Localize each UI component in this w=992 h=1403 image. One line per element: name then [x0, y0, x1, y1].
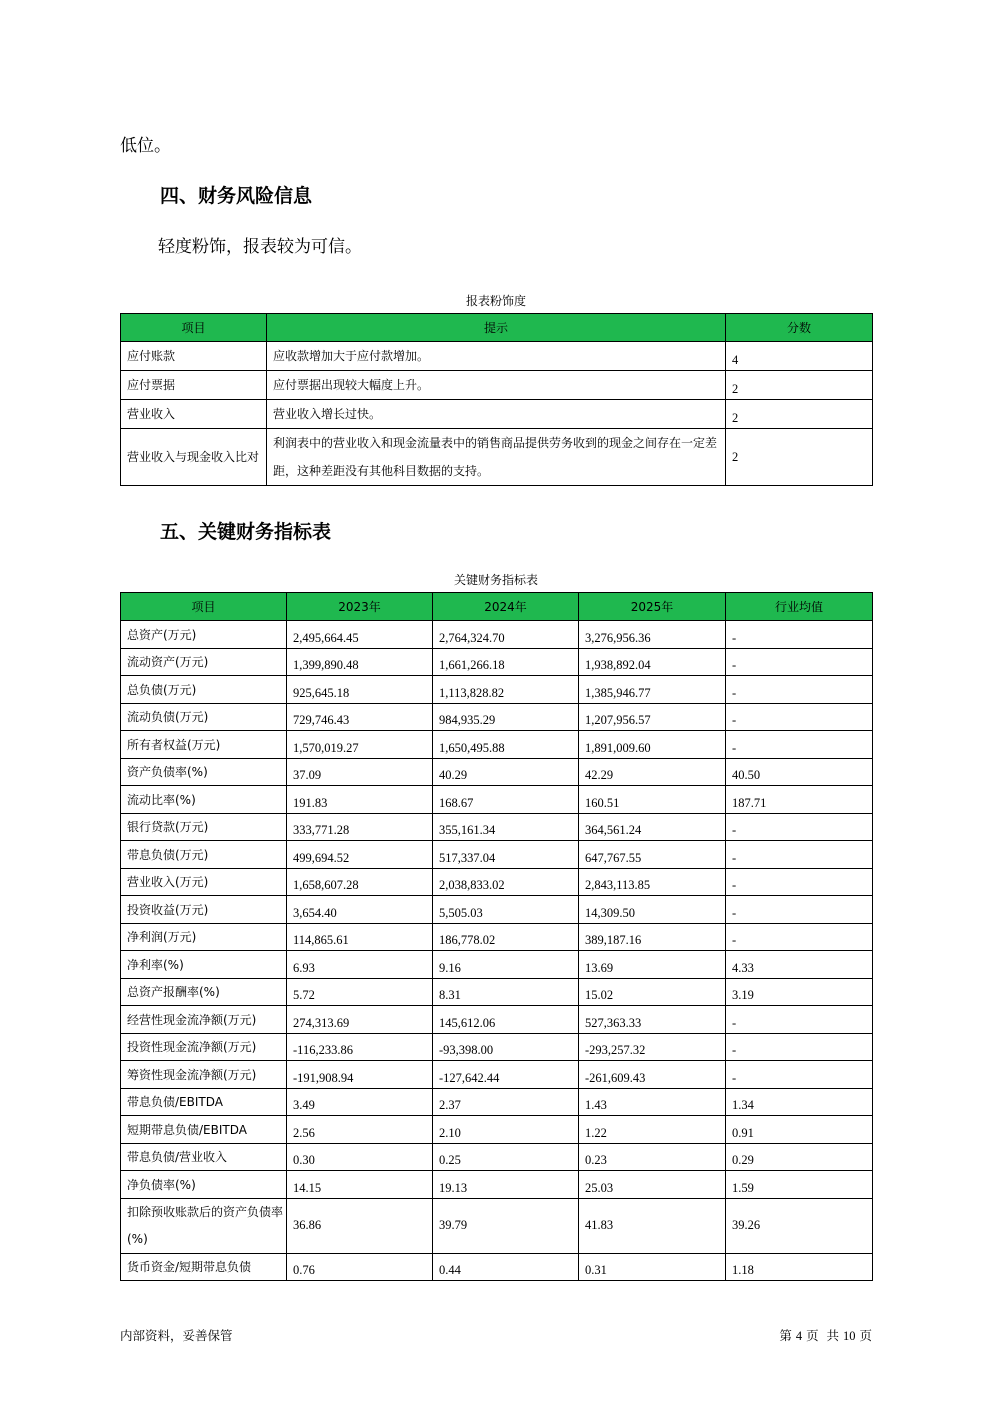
header-cell-industry-avg: 行业均值	[726, 593, 873, 621]
value-2024-cell: 2,764,324.70	[433, 621, 579, 649]
value-2024-cell: -127,642.44	[433, 1061, 579, 1089]
value-2024-cell: 2,038,833.02	[433, 868, 579, 896]
value-2023-cell: 0.30	[287, 1143, 433, 1171]
header-cell-item: 项目	[121, 314, 267, 342]
indicator-label-cell: 流动比率(%)	[121, 786, 287, 814]
industry-avg-cell: 187.71	[726, 786, 873, 814]
value-2024-cell: 8.31	[433, 978, 579, 1006]
table-row	[121, 1061, 873, 1089]
value-2025-cell: 1,938,892.04	[579, 648, 726, 676]
risk-tip-cell: 利润表中的营业收入和现金流量表中的销售商品提供劳务收到的现金之间存在一定差距，这种差距没有其他科目数据的支持。	[267, 429, 726, 486]
value-2023-cell: 2.56	[287, 1116, 433, 1144]
industry-avg-cell: -	[726, 703, 873, 731]
table-row	[121, 676, 873, 704]
indicator-label-cell: 净利润(万元)	[121, 923, 287, 951]
value-2025-cell: 0.23	[579, 1143, 726, 1171]
table-row	[121, 648, 873, 676]
table-row	[121, 342, 873, 371]
table-row	[121, 371, 873, 400]
risk-table-header	[121, 314, 873, 342]
indicator-label-cell: 所有者权益(万元)	[121, 731, 287, 759]
header-cell-tip: 提示	[267, 314, 726, 342]
industry-avg-cell: -	[726, 813, 873, 841]
indicator-label-cell: 扣除预收账款后的资产负债率(%)	[121, 1198, 287, 1253]
table-row	[121, 1253, 873, 1281]
risk-tip-cell: 应收款增加大于应付款增加。	[267, 342, 726, 371]
industry-avg-cell: 0.29	[726, 1143, 873, 1171]
value-2025-cell: 13.69	[579, 951, 726, 979]
page-prefix: 第	[779, 1328, 792, 1343]
risk-item-cell: 营业收入	[121, 400, 267, 429]
value-2024-cell: 19.13	[433, 1171, 579, 1199]
risk-tip-cell: 营业收入增长过快。	[267, 400, 726, 429]
indicator-label-cell: 净负债率(%)	[121, 1171, 287, 1199]
value-2024-cell: 1,113,828.82	[433, 676, 579, 704]
table-row	[121, 1033, 873, 1061]
table-row	[121, 621, 873, 649]
page-suffix: 页	[859, 1328, 872, 1343]
value-2023-cell: 114,865.61	[287, 923, 433, 951]
indicator-label-cell: 投资收益(万元)	[121, 896, 287, 924]
table-row	[121, 400, 873, 429]
value-2024-cell: 517,337.04	[433, 841, 579, 869]
value-2025-cell: 14,309.50	[579, 896, 726, 924]
value-2025-cell: 41.83	[579, 1198, 726, 1253]
indicator-label-cell: 经营性现金流净额(万元)	[121, 1006, 287, 1034]
page-current: 4	[795, 1329, 803, 1343]
table-row	[121, 703, 873, 731]
header-cell-score: 分数	[726, 314, 873, 342]
page-number	[760, 1326, 872, 1344]
indicator-label-cell: 净利率(%)	[121, 951, 287, 979]
value-2025-cell: 3,276,956.36	[579, 621, 726, 649]
value-2024-cell: 2.10	[433, 1116, 579, 1144]
page-total: 10	[843, 1329, 856, 1343]
value-2025-cell: -261,609.43	[579, 1061, 726, 1089]
value-2023-cell: 14.15	[287, 1171, 433, 1199]
value-2023-cell: 3.49	[287, 1088, 433, 1116]
table-row	[121, 978, 873, 1006]
section-heading-indicators: 五、关键财务指标表	[160, 521, 332, 543]
value-2023-cell: 5.72	[287, 978, 433, 1006]
value-2023-cell: 3,654.40	[287, 896, 433, 924]
industry-avg-cell: -	[726, 676, 873, 704]
table-row	[121, 1198, 873, 1253]
risk-table-caption: 报表粉饰度	[465, 294, 526, 308]
indicator-label-cell: 总负债(万元)	[121, 676, 287, 704]
value-2023-cell: 37.09	[287, 758, 433, 786]
value-2025-cell: 2,843,113.85	[579, 868, 726, 896]
value-2024-cell: 145,612.06	[433, 1006, 579, 1034]
indicator-label-cell: 营业收入(万元)	[121, 868, 287, 896]
risk-item-cell: 应付票据	[121, 371, 267, 400]
value-2024-cell: 355,161.34	[433, 813, 579, 841]
table-row	[121, 429, 873, 486]
value-2023-cell: 0.76	[287, 1253, 433, 1281]
indicator-label-cell: 资产负债率(%)	[121, 758, 287, 786]
value-2024-cell: 39.79	[433, 1198, 579, 1253]
value-2024-cell: 168.67	[433, 786, 579, 814]
value-2024-cell: 5,505.03	[433, 896, 579, 924]
value-2025-cell: 1,385,946.77	[579, 676, 726, 704]
value-2024-cell: -93,398.00	[433, 1033, 579, 1061]
header-cell-2025: 2025年	[579, 593, 726, 621]
value-2023-cell: 1,570,019.27	[287, 731, 433, 759]
value-2024-cell: 1,661,266.18	[433, 648, 579, 676]
value-2025-cell: 1,207,956.57	[579, 703, 726, 731]
indicator-label-cell: 带息负债(万元)	[121, 841, 287, 869]
value-2025-cell: 1.43	[579, 1088, 726, 1116]
page-mid: 页 共	[806, 1328, 840, 1343]
industry-avg-cell: -	[726, 896, 873, 924]
value-2025-cell: 0.31	[579, 1253, 726, 1281]
indicator-label-cell: 银行贷款(万元)	[121, 813, 287, 841]
value-2023-cell: 499,694.52	[287, 841, 433, 869]
value-2023-cell: 333,771.28	[287, 813, 433, 841]
value-2024-cell: 40.29	[433, 758, 579, 786]
value-2025-cell: 527,363.33	[579, 1006, 726, 1034]
industry-avg-cell: 1.18	[726, 1253, 873, 1281]
value-2025-cell: 15.02	[579, 978, 726, 1006]
value-2023-cell: 2,495,664.45	[287, 621, 433, 649]
industry-avg-cell: 3.19	[726, 978, 873, 1006]
table-row	[121, 841, 873, 869]
indicator-label-cell: 短期带息负债/EBITDA	[121, 1116, 287, 1144]
table-row	[121, 1143, 873, 1171]
risk-score-cell: 2	[726, 429, 873, 486]
value-2023-cell: -116,233.86	[287, 1033, 433, 1061]
industry-avg-cell: -	[726, 1061, 873, 1089]
industry-avg-cell: 1.34	[726, 1088, 873, 1116]
value-2023-cell: 1,399,890.48	[287, 648, 433, 676]
industry-avg-cell: 39.26	[726, 1198, 873, 1253]
value-2025-cell: -293,257.32	[579, 1033, 726, 1061]
value-2023-cell: 274,313.69	[287, 1006, 433, 1034]
indicator-label-cell: 投资性现金流净额(万元)	[121, 1033, 287, 1061]
table-row	[121, 813, 873, 841]
indicator-label-cell: 带息负债/EBITDA	[121, 1088, 287, 1116]
industry-avg-cell: -	[726, 841, 873, 869]
industry-avg-cell: 1.59	[726, 1171, 873, 1199]
industry-avg-cell: -	[726, 731, 873, 759]
industry-avg-cell: 4.33	[726, 951, 873, 979]
industry-avg-cell: -	[726, 648, 873, 676]
risk-item-cell: 营业收入与现金收入比对	[121, 429, 267, 486]
value-2025-cell: 42.29	[579, 758, 726, 786]
value-2023-cell: -191,908.94	[287, 1061, 433, 1089]
table-row	[121, 1116, 873, 1144]
industry-avg-cell: 0.91	[726, 1116, 873, 1144]
value-2025-cell: 1.22	[579, 1116, 726, 1144]
table-row	[121, 1006, 873, 1034]
value-2023-cell: 6.93	[287, 951, 433, 979]
section-heading-risk: 四、财务风险信息	[160, 185, 313, 207]
value-2023-cell: 729,746.43	[287, 703, 433, 731]
value-2025-cell: 25.03	[579, 1171, 726, 1199]
indicator-label-cell: 总资产报酬率(%)	[121, 978, 287, 1006]
paragraph-tail: 低位。	[120, 136, 171, 156]
industry-avg-cell: -	[726, 868, 873, 896]
value-2024-cell: 0.25	[433, 1143, 579, 1171]
header-cell-item: 项目	[121, 593, 287, 621]
value-2025-cell: 364,561.24	[579, 813, 726, 841]
value-2024-cell: 2.37	[433, 1088, 579, 1116]
value-2024-cell: 1,650,495.88	[433, 731, 579, 759]
value-2024-cell: 0.44	[433, 1253, 579, 1281]
risk-tip-cell: 应付票据出现较大幅度上升。	[267, 371, 726, 400]
industry-avg-cell: -	[726, 1033, 873, 1061]
value-2023-cell: 36.86	[287, 1198, 433, 1253]
risk-table	[120, 313, 873, 486]
table-row	[121, 786, 873, 814]
value-2024-cell: 186,778.02	[433, 923, 579, 951]
value-2023-cell: 925,645.18	[287, 676, 433, 704]
indicator-label-cell: 总资产(万元)	[121, 621, 287, 649]
industry-avg-cell: 40.50	[726, 758, 873, 786]
indicator-label-cell: 货币资金/短期带息负债	[121, 1253, 287, 1281]
table-row	[121, 1088, 873, 1116]
table-row	[121, 758, 873, 786]
value-2023-cell: 191.83	[287, 786, 433, 814]
indicator-table-header	[121, 593, 873, 621]
table-row	[121, 731, 873, 759]
footer-confidential-note: 内部资料，妥善保管	[120, 1328, 233, 1343]
header-cell-2023: 2023年	[287, 593, 433, 621]
industry-avg-cell: -	[726, 923, 873, 951]
table-row	[121, 896, 873, 924]
value-2025-cell: 1,891,009.60	[579, 731, 726, 759]
table-row	[121, 951, 873, 979]
industry-avg-cell: -	[726, 1006, 873, 1034]
value-2025-cell: 160.51	[579, 786, 726, 814]
indicator-label-cell: 带息负债/营业收入	[121, 1143, 287, 1171]
table-row	[121, 868, 873, 896]
indicator-label-cell: 流动负债(万元)	[121, 703, 287, 731]
industry-avg-cell: -	[726, 621, 873, 649]
indicator-label-cell: 流动资产(万元)	[121, 648, 287, 676]
table-row	[121, 1171, 873, 1199]
value-2024-cell: 9.16	[433, 951, 579, 979]
table-row	[121, 923, 873, 951]
value-2025-cell: 389,187.16	[579, 923, 726, 951]
risk-summary: 轻度粉饰，报表较为可信。	[158, 237, 362, 257]
indicator-table	[120, 592, 873, 1281]
risk-score-cell: 4	[726, 342, 873, 371]
value-2025-cell: 647,767.55	[579, 841, 726, 869]
risk-score-cell: 2	[726, 400, 873, 429]
header-cell-2024: 2024年	[433, 593, 579, 621]
risk-score-cell: 2	[726, 371, 873, 400]
value-2024-cell: 984,935.29	[433, 703, 579, 731]
indicator-label-cell: 筹资性现金流净额(万元)	[121, 1061, 287, 1089]
risk-item-cell: 应付账款	[121, 342, 267, 371]
indicator-table-caption: 关键财务指标表	[453, 573, 538, 587]
value-2023-cell: 1,658,607.28	[287, 868, 433, 896]
